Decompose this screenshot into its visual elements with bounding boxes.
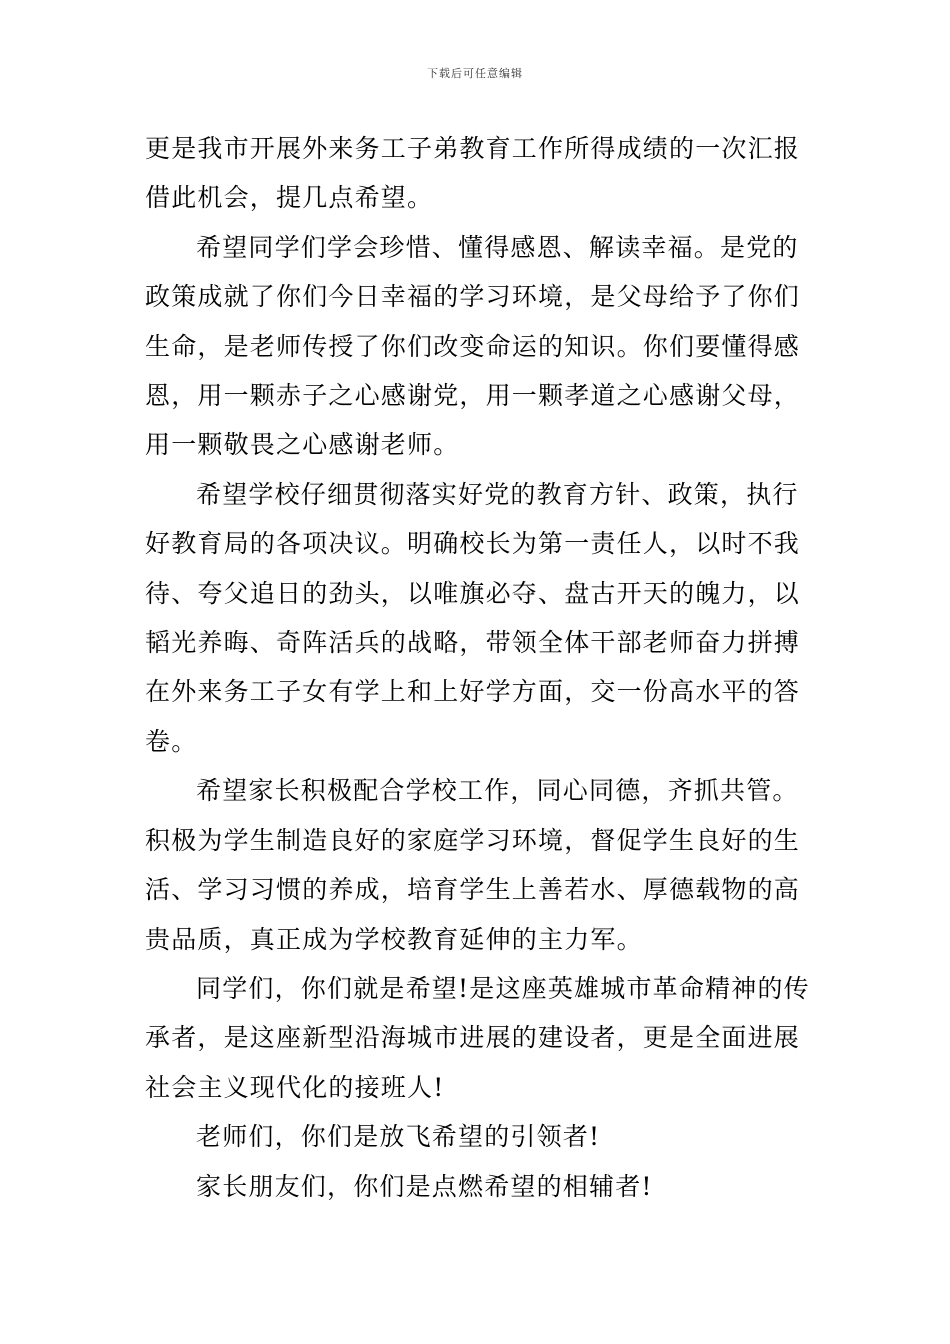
- document-body: [145, 124, 810, 1211]
- paragraph: [145, 470, 810, 766]
- paragraph: [145, 1112, 810, 1161]
- text-line: 借此机会，提几点希望。: [145, 183, 434, 213]
- text-line: 同学们，你们就是希望!是这座英雄城市革命精神的传: [196, 973, 810, 1003]
- paragraph: [145, 1162, 810, 1211]
- text-line: 用一颗敬畏之心感谢老师。: [145, 430, 460, 460]
- text-line: 社会主义现代化的接班人!: [145, 1072, 445, 1102]
- text-line: 韬光养晦、奇阵活兵的战略，带领全体干部老师奋力拼搏: [145, 628, 801, 658]
- text-line: 活、学习习惯的养成，培育学生上善若水、厚德载物的高: [145, 875, 801, 905]
- text-line: 希望同学们学会珍惜、懂得感恩、解读幸福。是党的: [196, 232, 799, 262]
- paragraph: [145, 223, 810, 470]
- text-line: 积极为学生制造良好的家庭学习环境，督促学生良好的生: [145, 825, 801, 855]
- text-line: 承者，是这座新型沿海城市进展的建设者，更是全面进展: [145, 1023, 801, 1053]
- text-line: 卷。: [145, 726, 198, 756]
- text-line: 好教育局的各项决议。明确校长为第一责任人，以时不我: [145, 529, 801, 559]
- paragraph: [145, 766, 810, 964]
- text-line: 家长朋友们，你们是点燃希望的相辅者!: [196, 1171, 653, 1201]
- text-line: 生命，是老师传授了你们改变命运的知识。你们要懂得感: [145, 331, 801, 361]
- text-line: 在外来务工子女有学上和上好学方面，交一份高水平的答: [145, 677, 801, 707]
- text-line: 希望家长积极配合学校工作，同心同德，齐抓共管。: [196, 776, 799, 806]
- text-line: 希望学校仔细贯彻落实好党的教育方针、政策，执行: [196, 479, 799, 509]
- text-line: 恩，用一颗赤子之心感谢党，用一颗孝道之心感谢父母，: [145, 381, 801, 411]
- text-line: 老师们，你们是放飞希望的引领者!: [196, 1122, 601, 1152]
- text-line: 政策成就了你们今日幸福的学习环境，是父母给予了你们: [145, 282, 801, 312]
- text-line: 贵品质，真正成为学校教育延伸的主力军。: [145, 924, 643, 954]
- page-header: 下载后可任意编辑: [427, 67, 523, 80]
- paragraph: [145, 964, 810, 1112]
- text-line: 更是我市开展外来务工子弟教育工作所得成绩的一次汇报: [145, 134, 801, 163]
- text-line: 待、夸父追日的劲头，以唯旗必夺、盘古开天的魄力，以: [145, 578, 801, 608]
- paragraph: [145, 124, 810, 223]
